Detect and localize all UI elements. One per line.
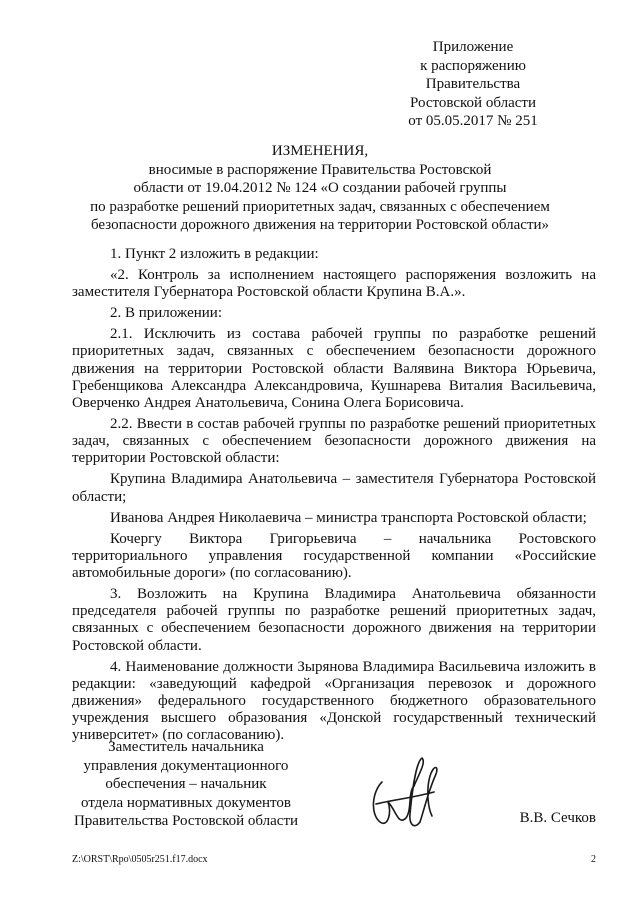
paragraph: 4. Наименование должности Зырянова Владимира Васильевича изложить в редакции: «заведующий кафедрой «Организация перевозок и дорожного движения» федерального государственного бюджетного образовательного учреждения высшего образования «Донской государственный технический университет» (по согласованию). <box>72 658 596 744</box>
file-path: Z:\ORST\Rpo\0505r251.f17.docx <box>72 854 208 865</box>
paragraph: Крупина Владимира Анатольевича – заместителя Губернатора Ростовской области; <box>72 471 596 505</box>
paragraph: 3. Возложить на Крупина Владимира Анатольевича обязанности председателя рабочей группы по разработке решений приоритетных задач, связанных с обеспечением безопасности дорожного движения на территории Ростовской области. <box>72 586 596 654</box>
appendix-line: Ростовской области <box>410 94 536 111</box>
appendix-line: Правительства <box>425 76 521 92</box>
handwritten-signature <box>362 752 444 838</box>
signatory-name: В.В. Сечков <box>519 810 596 826</box>
position-line: отдела нормативных документов <box>81 794 291 811</box>
title-line: безопасности дорожного движения на территории Ростовской области» <box>90 217 550 233</box>
paragraph: «2. Контроль за исполнением настоящего распоряжения возложить на заместителя Губернатора Ростовской области Крупина В.А.». <box>72 267 596 301</box>
appendix-stamp <box>378 38 568 131</box>
title-line: вносимые в распоряжение Правительства Ростовской <box>148 161 492 178</box>
document-title <box>78 142 562 235</box>
paragraph: 1. Пункт 2 изложить в редакции: <box>110 246 319 262</box>
title-heading: ИЗМЕНЕНИЯ, <box>271 143 369 159</box>
page-number: 2 <box>591 854 596 865</box>
document-body <box>72 246 596 748</box>
paragraph: Иванова Андрея Николаевича – министра транспорта Ростовской области; <box>110 509 587 526</box>
paragraph: Кочергу Виктора Григорьевича – начальника Ростовского территориального управления государственной компании «Российские автомобильные дороги» (по согласованию). <box>72 530 596 582</box>
appendix-line: от 05.05.2017 № 251 <box>408 113 538 129</box>
position-line: обеспечения – начальник <box>105 776 267 792</box>
position-line: Заместитель начальника <box>108 739 264 755</box>
paragraph: 2.2. Ввести в состав рабочей группы по разработке решений приоритетных задач, связанных с обеспечением безопасности дорожного движения на территории Ростовской области: <box>72 416 596 467</box>
position-line: управления документационного <box>83 757 289 774</box>
appendix-line: Приложение <box>432 39 514 55</box>
title-line: по разработке решений приоритетных задач, связанных с обеспечением <box>90 198 550 215</box>
title-line: области от 19.04.2012 № 124 «О создании рабочей группы <box>133 180 507 196</box>
appendix-line: к распоряжению <box>420 57 526 74</box>
paragraph: 2.1. Исключить из состава рабочей группы по разработке решений приоритетных задач, связанных с обеспечением безопасности дорожного движения на территории Ростовской области Валявина Виктора Юрьевича, Гребенщикова Александра Александровича, Кушнарева Виталия Васильевича, Оверченко Андрея Анатольевича, Сонина Олега Борисовича. <box>72 326 596 412</box>
paragraph: 2. В приложении: <box>110 305 222 322</box>
signatory-position <box>64 738 308 831</box>
position-line: Правительства Ростовской области <box>73 813 299 829</box>
page-footer <box>72 854 596 865</box>
